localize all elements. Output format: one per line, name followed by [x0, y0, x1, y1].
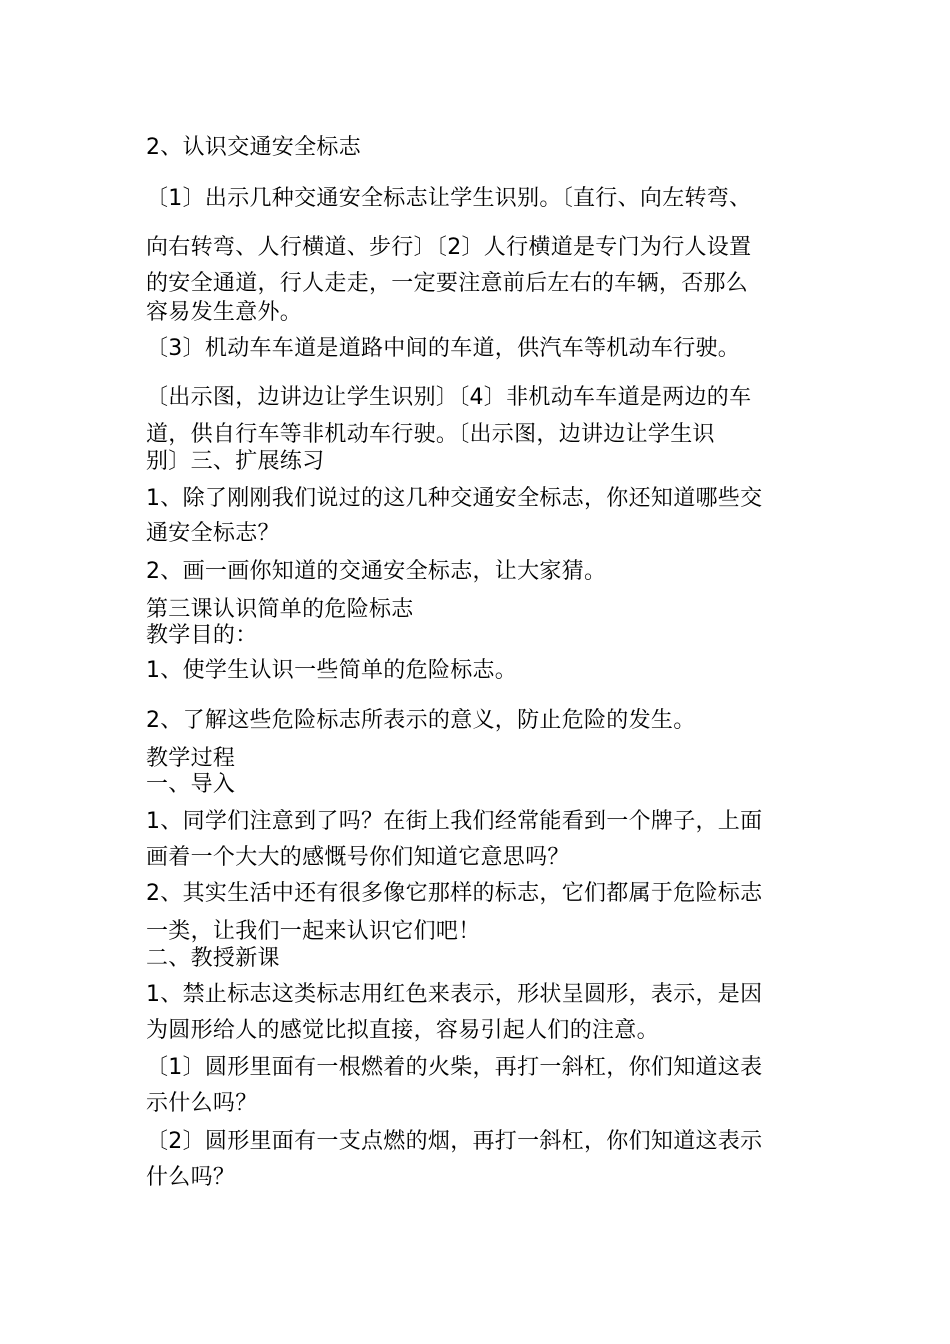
- text-line: 的安全通道，行人走走，一定要注意前后左右的车辆，否那么: [146, 271, 749, 296]
- text-line: 向右转弯、人行横道、步行〕〔2〕人行横道是专门为行人设置: [146, 235, 752, 260]
- text-line: 一类，让我们一起来认识它们吧！: [146, 919, 481, 944]
- text-line: 2、了解这些危险标志所表示的意义，防止危险的发生。: [146, 708, 696, 733]
- text-line: 教学过程: [146, 746, 236, 771]
- text-line: 〔2〕圆形里面有一支点燃的烟，再打一斜杠，你们知道这表示: [146, 1129, 763, 1154]
- text-line: 道，供自行车等非机动车行驶。〔出示图，边讲边让学生识: [146, 422, 715, 447]
- text-line: 〔出示图，边讲边让学生识别〕〔4〕非机动车车道是两边的车: [146, 385, 752, 410]
- text-line: 容易发生意外。: [146, 300, 303, 325]
- text-line: 〔3〕机动车车道是道路中间的车道，供汽车等机动车行驶。: [146, 336, 741, 361]
- text-line: 1、禁止标志这类标志用红色来表示，形状呈圆形，表示，是因: [146, 982, 763, 1007]
- text-line: 什么吗？: [146, 1165, 236, 1190]
- text-line: 2、画一画你知道的交通安全标志，让大家猜。: [146, 559, 607, 584]
- text-line: 别〕三、扩展练习: [146, 449, 325, 474]
- section-title: 第三课认识简单的危险标志: [146, 597, 414, 622]
- text-line: 2、其实生活中还有很多像它那样的标志，它们都属于危险标志: [146, 881, 763, 906]
- text-line: 示什么吗？: [146, 1091, 258, 1116]
- text-line: 1、使学生认识一些简单的危险标志。: [146, 658, 518, 683]
- text-line: 1、同学们注意到了吗？在街上我们经常能看到一个牌子，上面: [146, 809, 763, 834]
- text-line: 二、教授新课: [146, 946, 280, 971]
- text-line: 教学目的：: [146, 623, 258, 648]
- text-line: 画着一个大大的感慨号你们知道它意思吗？: [146, 845, 570, 870]
- text-line: 〔1〕圆形里面有一根燃着的火柴，再打一斜杠，你们知道这表: [146, 1055, 763, 1080]
- text-line: 为圆形给人的感觉比拟直接，容易引起人们的注意。: [146, 1018, 659, 1043]
- text-line: 1、除了刚刚我们说过的这几种交通安全标志，你还知道哪些交: [146, 486, 763, 511]
- text-line: 〔1〕出示几种交通安全标志让学生识别。〔直行、向左转弯、: [146, 186, 752, 211]
- text-line: 通安全标志？: [146, 521, 280, 546]
- text-line: 一、导入: [146, 772, 236, 797]
- text-line: 2、认识交通安全标志: [146, 135, 361, 160]
